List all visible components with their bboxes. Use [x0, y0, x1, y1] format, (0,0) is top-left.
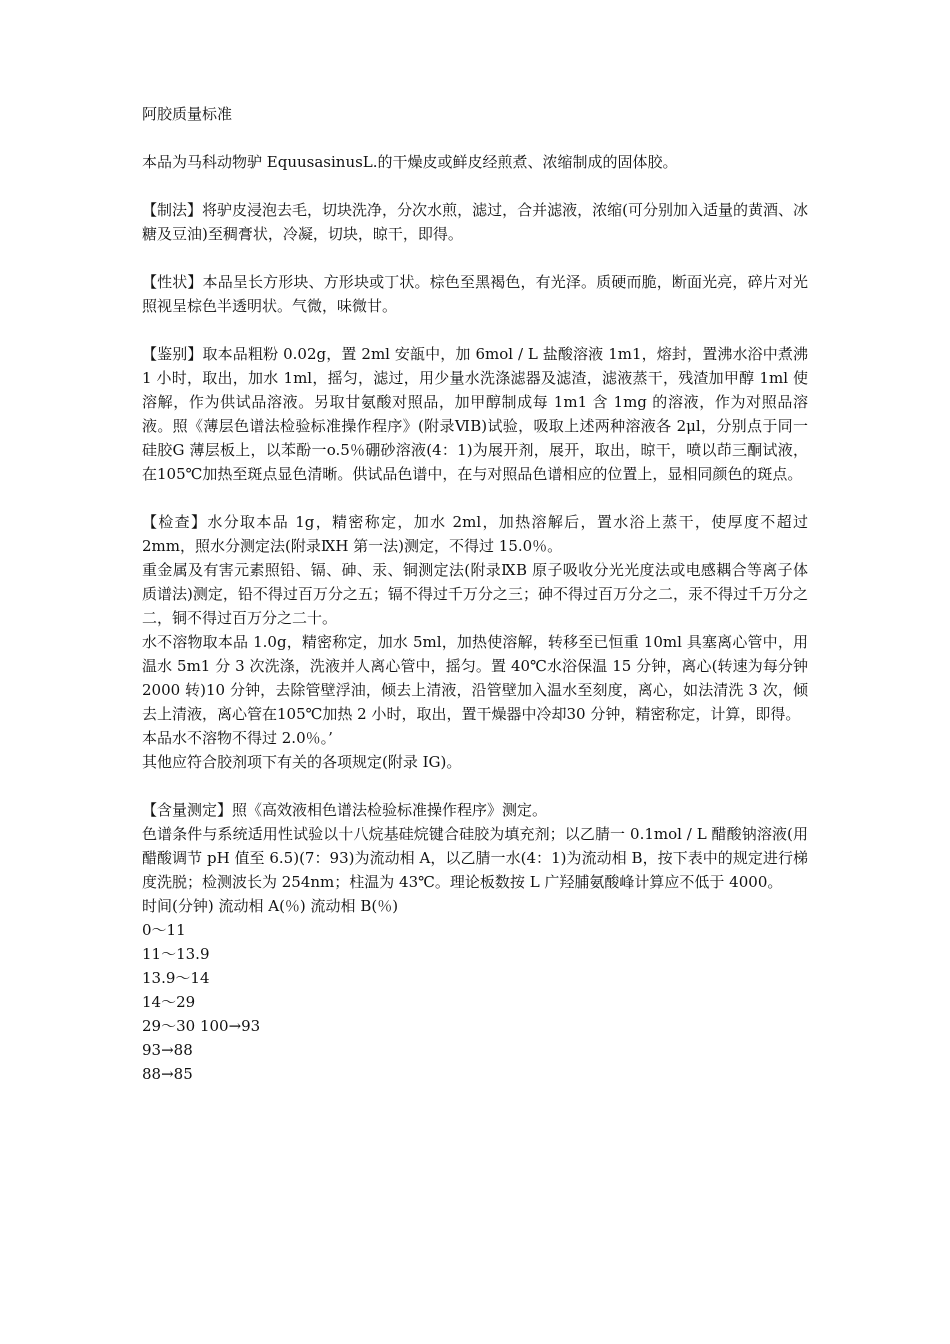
gradient-table-row: 29～30 100→93 [142, 1017, 261, 1035]
identification-section: 【鉴别】取本品粗粉 0.02g，置 2ml 安瓿中，加 6mol / L 盐酸溶液 1m1，熔封，置沸水浴中煮沸 1 小时，取出，加水 1ml，摇匀，滤过，用少量水洗涤滤器及滤渣，滤液蒸干，残渣加甲醇 1ml 使溶解，作为供试品溶液。另取甘氨酸对照品，加甲醇制成每 1m1 含 1mg 的溶液，作为对照品溶液。照《薄层色谱法检验标准操作程序》(附录ⅥB)试验，吸取上述两种溶液各 2μl，分别点于同一硅胶G 薄层板上，以苯酚一o.5％硼砂溶液(4：1)为展开剂，展开，取出，晾干，喷以茚三酮试液，在105℃加热至斑点显色清晰。供试品色谱中，在与对照品色谱相应的位置上，显相同颜色的斑点。 [142, 345, 808, 483]
check-insoluble-limit: 本品水不溶物不得过 2.0％。’ [142, 729, 333, 747]
assay-conditions-paragraph: 色谱条件与系统适用性试验以十八烷基硅烷键合硅胶为填充剂；以乙腈一 0.1mol / L 醋酸钠溶液(用醋酸调节 pH 值至 6.5)(7：93)为流动相 A，以乙腈一水(4：1)为流动相 B，按下表中的规定进行梯度洗脱；检测波长为 254nm；柱温为 43℃。理论板数按 L 广羟脯氨酸峰计算应不低于 4000。 [142, 825, 808, 891]
blank-line [142, 774, 808, 798]
appearance-section: 【性状】本品呈长方形块、方形块或丁状。棕色至黑褐色，有光泽。质硬而脆，断面光亮，碎片对光照视呈棕色半透明状。气微，味微甘。 [142, 273, 808, 315]
gradient-table-row: 11～13.9 [142, 945, 210, 963]
gradient-table-row: 88→85 [142, 1065, 193, 1083]
document-title: 阿胶质量标准 [142, 105, 233, 123]
intro-paragraph: 本品为马科动物驴 EquusasinusL.的干燥皮或鲜皮经煎煮、浓缩制成的固体胶。 [142, 153, 678, 171]
gradient-table-row: 0～11 [142, 921, 186, 939]
blank-line [142, 174, 808, 198]
blank-line [142, 126, 808, 150]
blank-line [142, 246, 808, 270]
gradient-table-row: 93→88 [142, 1041, 193, 1059]
method-section: 【制法】将驴皮浸泡去毛，切块洗净，分次水煎，滤过，合并滤液，浓缩(可分别加入适量的黄酒、冰糖及豆油)至稠膏状，冷凝，切块，晾干，即得。 [142, 201, 808, 243]
blank-line [142, 318, 808, 342]
document-body [142, 102, 808, 1086]
assay-heading: 【含量测定】照《高效液相色谱法检验标准操作程序》测定。 [142, 801, 548, 819]
check-other-paragraph: 其他应符合胶剂项下有关的各项规定(附录 IG)。 [142, 753, 462, 771]
blank-line [142, 486, 808, 510]
gradient-table-header: 时间(分钟) 流动相 A(％) 流动相 B(％) [142, 897, 399, 915]
gradient-table-row: 14～29 [142, 993, 196, 1011]
check-moisture-paragraph: 【检查】水分取本品 1g，精密称定，加水 2ml，加热溶解后，置水浴上蒸干，使厚度不超过 2mm，照水分测定法(附录ⅨH 第一法)测定，不得过 15.0％。 [142, 513, 808, 555]
gradient-table-row: 13.9～14 [142, 969, 210, 987]
gradient-table [142, 894, 808, 1086]
check-insoluble-paragraph: 水不溶物取本品 1.0g，精密称定，加水 5ml，加热使溶解，转移至已恒重 10ml 具塞离心管中，用温水 5m1 分 3 次洗涤，洗液并人离心管中，摇匀。置 40℃水浴保温 15 分钟，离心(转速为每分钟 2000 转)10 分钟，去除管壁浮油，倾去上清液，沿管壁加入温水至刻度，离心，如法清洗 3 次，倾去上清液，离心管在105℃加热 2 小时，取出，置干燥器中冷却30 分钟，精密称定，计算，即得。 [142, 633, 808, 723]
check-metals-paragraph: 重金属及有害元素照铅、镉、砷、汞、铜测定法(附录ⅨB 原子吸收分光光度法或电感耦合等离子体质谱法)测定，铅不得过百万分之五；镉不得过千万分之三；砷不得过百万分之二，汞不得过千万分之二，铜不得过百万分之二十。 [142, 561, 808, 627]
